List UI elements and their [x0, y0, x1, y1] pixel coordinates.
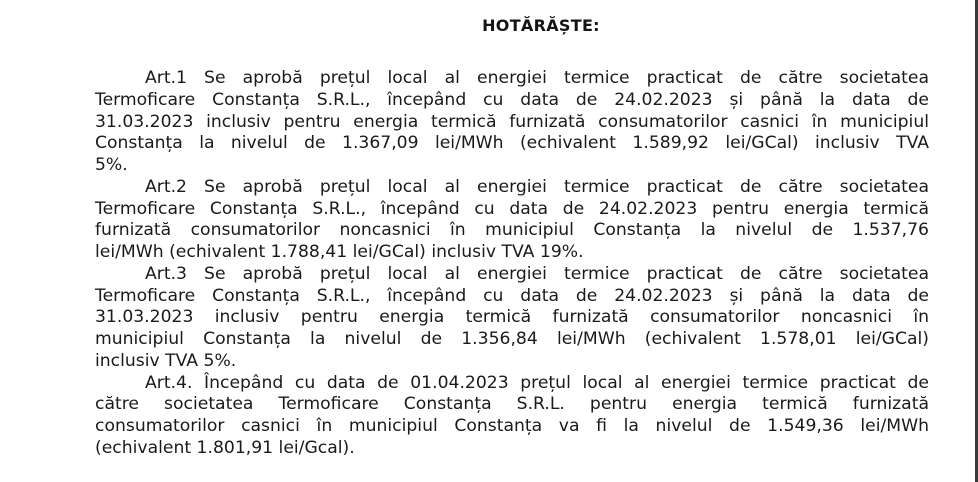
article-1 — [95, 68, 929, 177]
article-3-line-2: Termoficare Constanța S.R.L., începând cu data de 24.02.2023 și până la data de — [95, 285, 929, 306]
article-4 — [95, 373, 929, 460]
article-2-line-2: Termoficare Constanța S.R.L., începând cu data de 24.02.2023 pentru energia termică — [95, 198, 929, 219]
article-2-line-3: furnizată consumatorilor noncasnici în municipiul Constanța la nivelul de 1.537,76 — [95, 220, 929, 241]
article-3-line-1: Art.3 Se aprobă prețul local al energiei termice practicat de către societatea — [145, 263, 929, 284]
document-heading: HOTĂRĂȘTE: — [482, 16, 600, 35]
article-1-line-3: 31.03.2023 inclusiv pentru energia termică furnizată consumatorilor casnici în municipiul — [95, 111, 929, 132]
article-3-line-3: 31.03.2023 inclusiv pentru energia termică furnizată consumatorilor noncasnici în — [95, 307, 929, 328]
article-1-line-2: Termoficare Constanța S.R.L., începând cu data de 24.02.2023 și până la data de — [95, 89, 929, 110]
article-4-line-4: (echivalent 1.801,91 lei/Gcal). — [95, 437, 355, 458]
article-3-line-5: inclusiv TVA 5%. — [95, 350, 237, 371]
article-1-line-5: 5%. — [95, 155, 128, 175]
document-body — [95, 68, 929, 460]
article-4-line-3: consumatorilor casnici în municipiul Constanța va fi la nivelul de 1.549,36 lei/MWh — [95, 416, 929, 436]
article-4-line-1: Art.4. Începând cu data de 01.04.2023 prețul local al energiei termice practicat de — [145, 372, 929, 393]
article-1-line-1: Art.1 Se aprobă prețul local al energiei termice practicat de către societatea — [145, 68, 929, 88]
article-4-line-2: către societatea Termoficare Constanța S.R.L. pentru energia termică furnizată — [95, 394, 929, 415]
article-3-line-4: municipiul Constanța la nivelul de 1.356,84 lei/MWh (echivalent 1.578,01 lei/GCal) — [95, 329, 929, 349]
article-2-line-1: Art.2 Se aprobă prețul local al energiei termice practicat de către societatea — [145, 176, 929, 197]
article-3 — [95, 264, 929, 373]
article-2 — [95, 177, 929, 264]
article-1-line-4: Constanța la nivelul de 1.367,09 lei/MWh (echivalent 1.589,92 lei/GCal) inclusiv TVA — [95, 133, 929, 154]
article-2-line-4: lei/MWh (echivalent 1.788,41 lei/GCal) inclusiv TVA 19%. — [95, 242, 584, 262]
